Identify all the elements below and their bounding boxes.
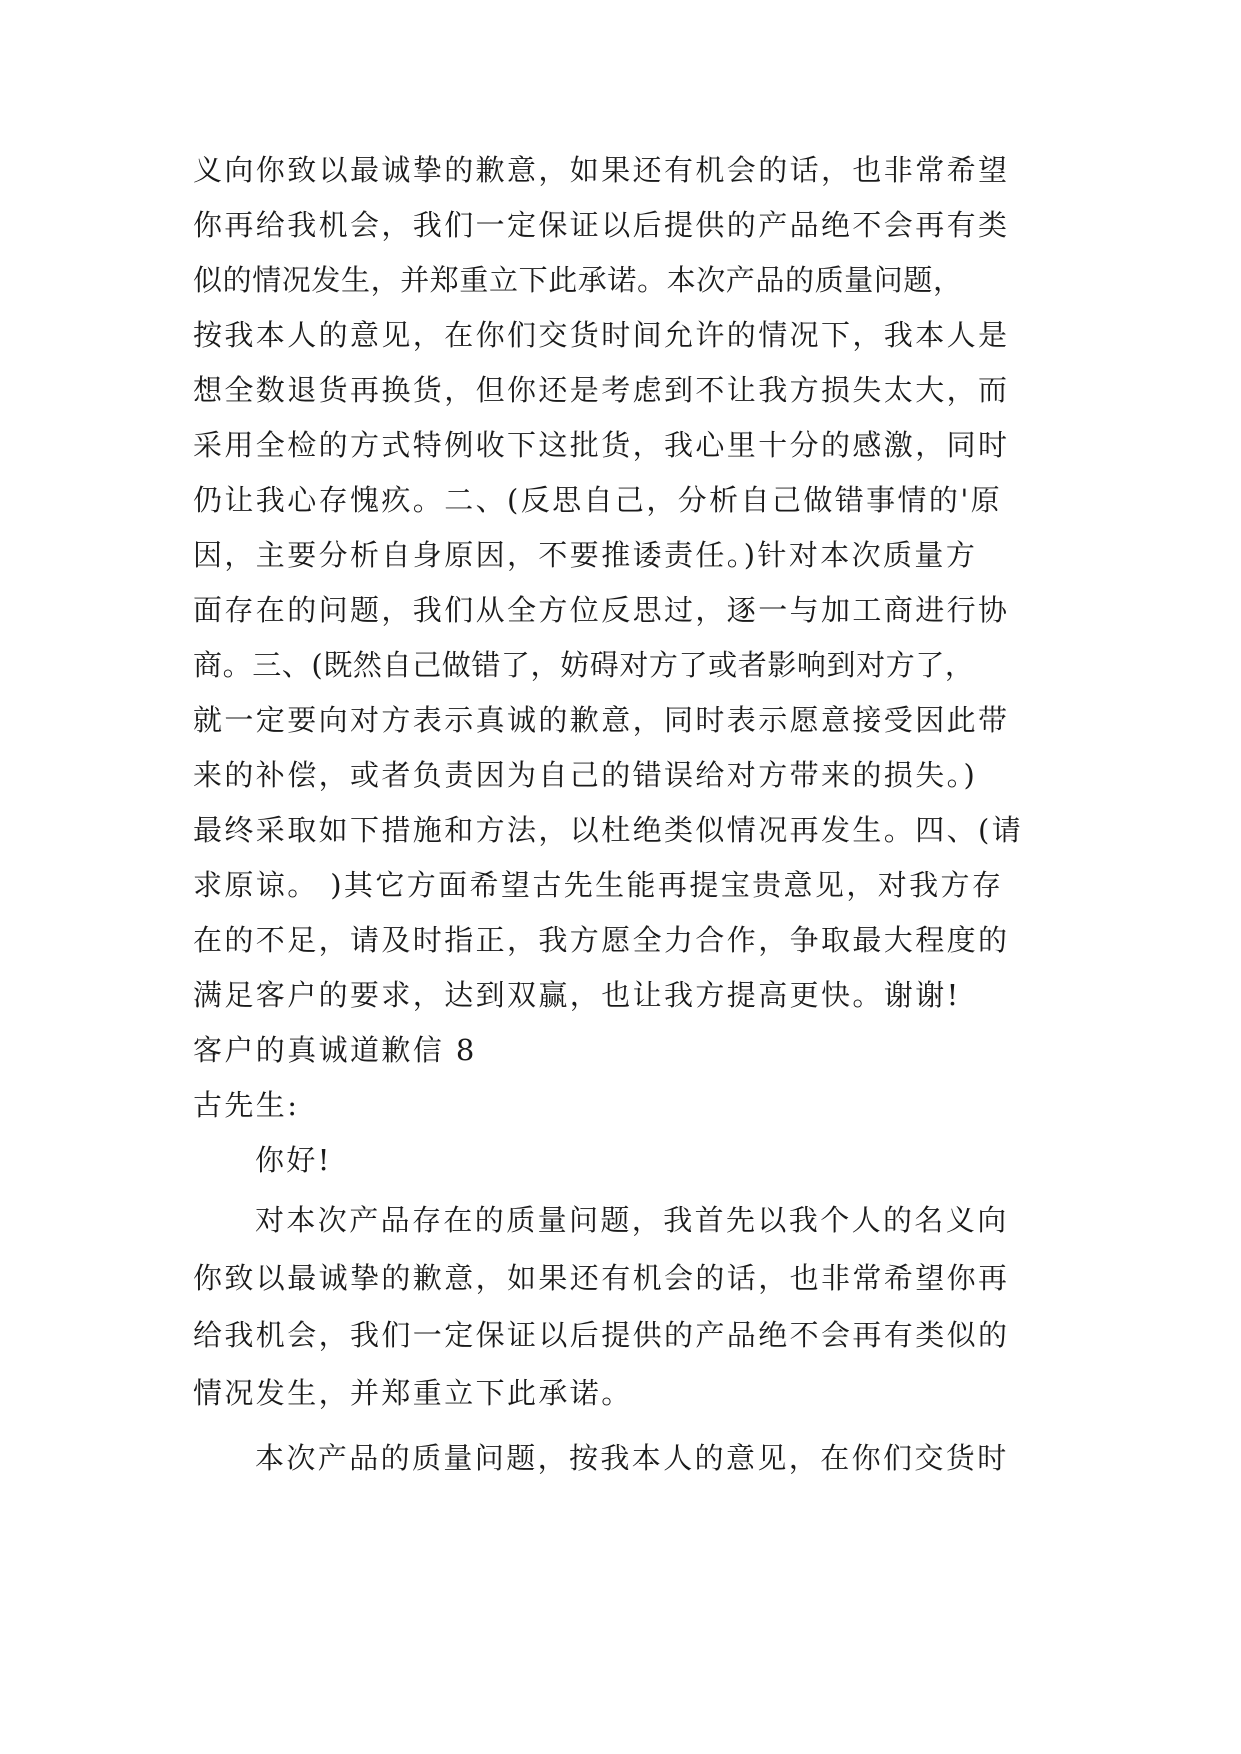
body-text-line: 情况发生，并郑重立下此承诺。 xyxy=(193,1376,633,1410)
letter-title: 客户的真诚道歉信 8 xyxy=(193,1033,477,1067)
body-text-line: 本次产品的质量问题，按我本人的意见，在你们交货时 xyxy=(255,1441,1009,1475)
body-text-line: 似的情况发生，并郑重立下此承诺。本次产品的质量问题， xyxy=(193,263,963,297)
body-text-line: 你致以最诚挚的歉意，如果还有机会的话，也非常希望你再 xyxy=(193,1261,1010,1295)
body-text-line: 对本次产品存在的质量问题，我首先以我个人的名义向 xyxy=(255,1203,1009,1237)
body-text-line: 最终采取如下措施和方法，以杜绝类似情况再发生。四、(请 xyxy=(193,813,1024,847)
body-text-line: 就一定要向对方表示真诚的歉意，同时表示愿意接受因此带 xyxy=(193,703,1010,737)
body-text-line: 义向你致以最诚挚的歉意，如果还有机会的话，也非常希望 xyxy=(193,153,1010,187)
body-text-line: 你再给我机会，我们一定保证以后提供的产品绝不会再有类 xyxy=(193,208,1010,242)
body-text-line: 在的不足，请及时指正，我方愿全力合作，争取最大程度的 xyxy=(193,923,1010,957)
body-text-line: 按我本人的意见，在你们交货时间允许的情况下，我本人是 xyxy=(193,318,1010,352)
salutation: 古先生: xyxy=(193,1088,300,1122)
body-text-line: 商。三、(既然自己做错了，妨碍对方了或者影响到对方了， xyxy=(193,648,975,682)
body-text-line: 面存在的问题，我们从全方位反思过，逐一与加工商进行协 xyxy=(193,593,1010,627)
body-text-line: 想全数退货再换货，但你还是考虑到不让我方损失太大，而 xyxy=(193,373,1010,407)
greeting: 你好! xyxy=(255,1143,332,1177)
body-text-line: 给我机会，我们一定保证以后提供的产品绝不会再有类似的 xyxy=(193,1318,1010,1352)
body-text-line: 因，主要分析自身原因，不要推诿责任。)针对本次质量方 xyxy=(193,538,978,572)
body-text-line: 采用全检的方式特例收下这批货，我心里十分的感激，同时 xyxy=(193,428,1010,462)
body-text-line: 满足客户的要求，达到双赢，也让我方提高更快。谢谢! xyxy=(193,978,961,1012)
body-text-line: 求原谅。 )其它方面希望古先生能再提宝贵意见，对我方存 xyxy=(193,868,1004,902)
body-text-line: 来的补偿，或者负责因为自己的错误给对方带来的损失。) xyxy=(193,758,978,792)
body-text-line: 仍让我心存愧疚。二、(反思自己，分析自己做错事情的'原 xyxy=(193,483,1003,517)
